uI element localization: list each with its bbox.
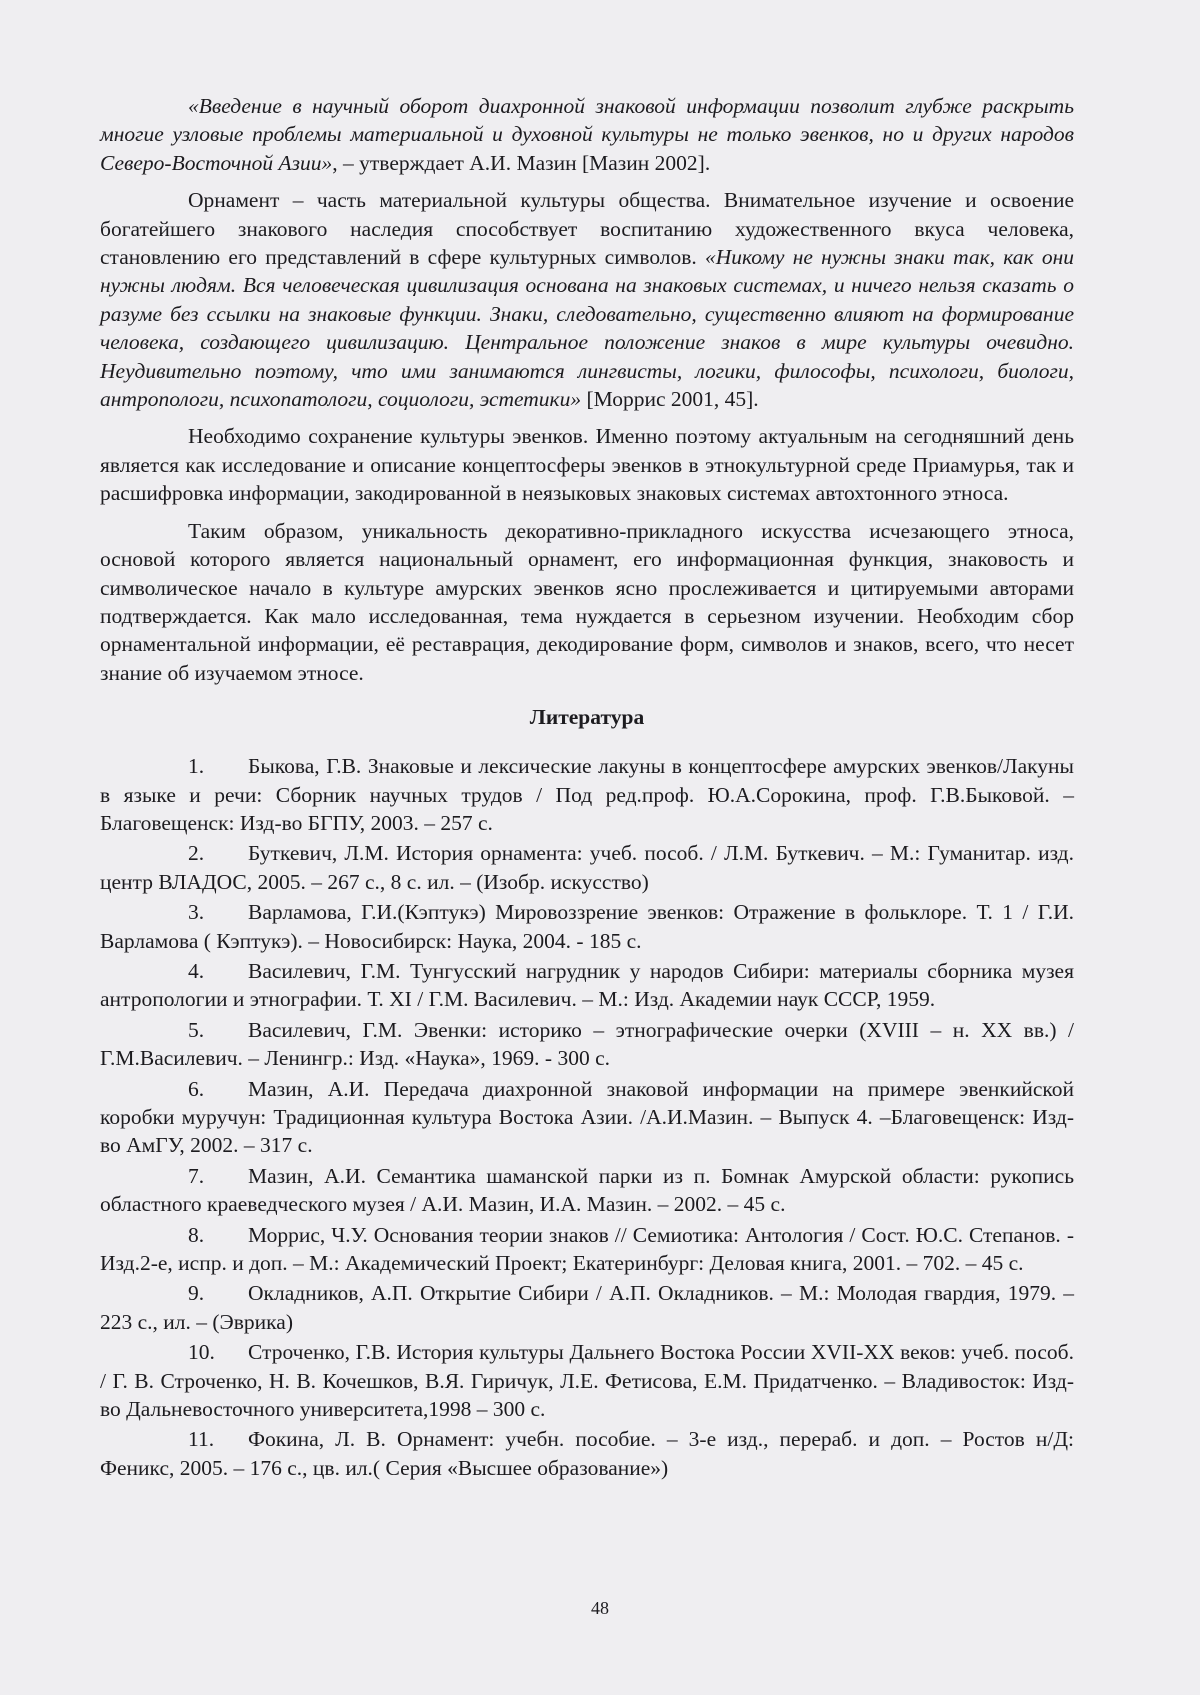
reference-text: Буткевич, Л.М. История орнамента: учеб. пособ. / Л.М. Буткевич. – М.: Гуманитар. изд. центр ВЛАДОС, 2005. – 267 с., 8 с. ил. – (Изобр. искусство) <box>100 841 1074 894</box>
reference-item <box>100 1162 1074 1219</box>
attribution-text: , – утверждает А.И. Мазин [Мазин 2002]. <box>332 150 711 175</box>
reference-text: Моррис, Ч.У. Основания теории знаков // Семиотика: Антология / Сост. Ю.С. Степанов. - Изд.2-е, испр. и доп. – М.: Академический Проект; Екатеринбург: Деловая книга, 2001. – 702. – 45 с. <box>100 1222 1074 1276</box>
reference-text: Василевич, Г.М. Эвенки: историко – этнографические очерки (XVIII – н. XX вв.) / Г.М.Василевич. – Ленингр.: Изд. «Наука», 1969. - 300 с. <box>100 1017 1074 1071</box>
paragraph-quote-mazin <box>100 92 1074 177</box>
reference-text: Окладников, А.П. Открытие Сибири / А.П. Окладников. – М.: Молодая гвардия, 1979. – 223 с., ил. – (Эврика) <box>100 1281 1074 1334</box>
reference-text: Строченко, Г.В. История культуры Дальнего Востока России XVII-XX веков: учеб. пособ. / Г. В. Строченко, Н. В. Кочешков, В.Я. Гиричук, Л.Е. Фетисова, Е.М. Придатченко. – Владивосток: Изд-во Дальневосточного университета,1998 – 300 с. <box>100 1340 1074 1422</box>
body-text: Орнамент – часть материальной культуры общества. Внимательное изучение и освоение богатейшего знакового наследия способствует воспитанию художественного вкуса человека, становлению его представлений в сфере культурных символов. <box>100 188 1074 270</box>
reference-item <box>100 1279 1074 1336</box>
reference-item <box>100 839 1074 896</box>
citation-text: [Моррис 2001, 45]. <box>581 387 759 412</box>
reference-item <box>100 1075 1074 1160</box>
body-text: Необходимо сохранение культуры эвенков. Именно поэтому актуальным на сегодняшний день является как исследование и описание концептосферы эвенков в этнокультурной среде Приамурья, так и расшифровка информации, закодированной в неязыковых знаковых системах автохтонного этноса. <box>100 424 1074 506</box>
reference-number: 8. <box>188 1222 205 1247</box>
reference-text: Фокина, Л. В. Орнамент: учебн. пособие. – 3-е изд., перераб. и доп. – Ростов н/Д: Феникс, 2005. – 176 с., цв. ил.( Серия «Высшее образование») <box>100 1427 1074 1480</box>
reference-text: Василевич, Г.М. Тунгусский нагрудник у народов Сибири: материалы сборника музея антропологии и этнографии. Т. XI / Г.М. Василевич. – М.: Изд. Академии наук СССР, 1959. <box>100 958 1074 1012</box>
references-heading: Литература <box>529 705 645 730</box>
reference-number: 2. <box>188 841 205 866</box>
reference-item <box>100 957 1074 1014</box>
paragraph-conclusion <box>100 517 1074 687</box>
reference-number: 10. <box>188 1340 215 1365</box>
reference-number: 4. <box>188 958 205 983</box>
reference-text: Быкова, Г.В. Знаковые и лексические лакуны в концептосфере амурских эвенков/Лакуны в языке и речи: Сборник научных трудов / Под ред.проф. Ю.А.Сорокина, проф. Г.В.Быковой. – Благовещенск: Изд-во БГПУ, 2003. – 257 с. <box>100 754 1074 835</box>
reference-number: 9. <box>188 1281 205 1306</box>
reference-item <box>100 1425 1074 1482</box>
reference-number: 1. <box>188 754 205 779</box>
references-list <box>100 752 1074 1482</box>
reference-number: 5. <box>188 1017 205 1042</box>
reference-number: 11. <box>188 1427 215 1452</box>
page-content <box>100 92 1074 1484</box>
reference-item <box>100 1338 1074 1423</box>
reference-text: Мазин, А.И. Передача диахронной знаковой информации на примере эвенкийской коробки муручун: Традиционная культура Востока Азии. /А.И.Мазин. – Выпуск 4. –Благовещенск: Изд-во АмГУ, 2002. – 317 с. <box>100 1076 1074 1158</box>
reference-text: Варламова, Г.И.(Кэптукэ) Мировоззрение эвенков: Отражение в фольклоре. Т. 1 / Г.И. Варламова ( Кэптукэ). – Новосибирск: Наука, 2004. - 185 с. <box>100 900 1074 953</box>
reference-text: Мазин, А.И. Семантика шаманской парки из п. Бомнак Амурской области: рукопись областного краеведческого музея / А.И. Мазин, И.А. Мазин. – 2002. – 45 с. <box>100 1163 1074 1217</box>
reference-number: 7. <box>188 1163 205 1188</box>
paragraph-preservation <box>100 422 1074 507</box>
reference-item <box>100 1016 1074 1073</box>
paragraph-ornament <box>100 186 1074 413</box>
reference-number: 6. <box>188 1076 205 1101</box>
quote-text: «Введение в научный оборот диахронной знаковой информации позволит глубже раскрыть многие узловые проблемы материальной и духовной культуры не только эвенков, но и других народов Северо-Восточной Азии» <box>100 94 1074 175</box>
quote-text: «Никому не нужны знаки так, как они нужны людям. Вся человеческая цивилизация основана на знаковых системах, и ничего нельзя сказать о разуме без ссылки на знаковые функции. Знаки, следовательно, существенно влияют на формирование человека, создающего цивилизацию. Центральное положение знаков в мире культуры очевидно. Неудивительно поэтому, что ими занимаются лингвисты, логики, философы, психологи, биологи, антропологи, психопатологи, социологи, эстетики» <box>100 245 1074 412</box>
page-number: 48 <box>591 1598 609 1618</box>
reference-item <box>100 752 1074 837</box>
reference-item <box>100 1221 1074 1278</box>
reference-item <box>100 898 1074 955</box>
reference-number: 3. <box>188 900 205 925</box>
body-text: Таким образом, уникальность декоративно-прикладного искусства исчезающего этноса, основой которого является национальный орнамент, его информационная функция, знаковость и символическое начало в культуре амурских эвенков ясно прослеживается и цитируемыми авторами подтверждается. Как мало исследованная, тема нуждается в серьезном изучении. Необходим сбор орнаментальной информации, её реставрация, декодирование форм, символов и знаков, всего, что несет знание об изучаемом этносе. <box>100 518 1074 685</box>
